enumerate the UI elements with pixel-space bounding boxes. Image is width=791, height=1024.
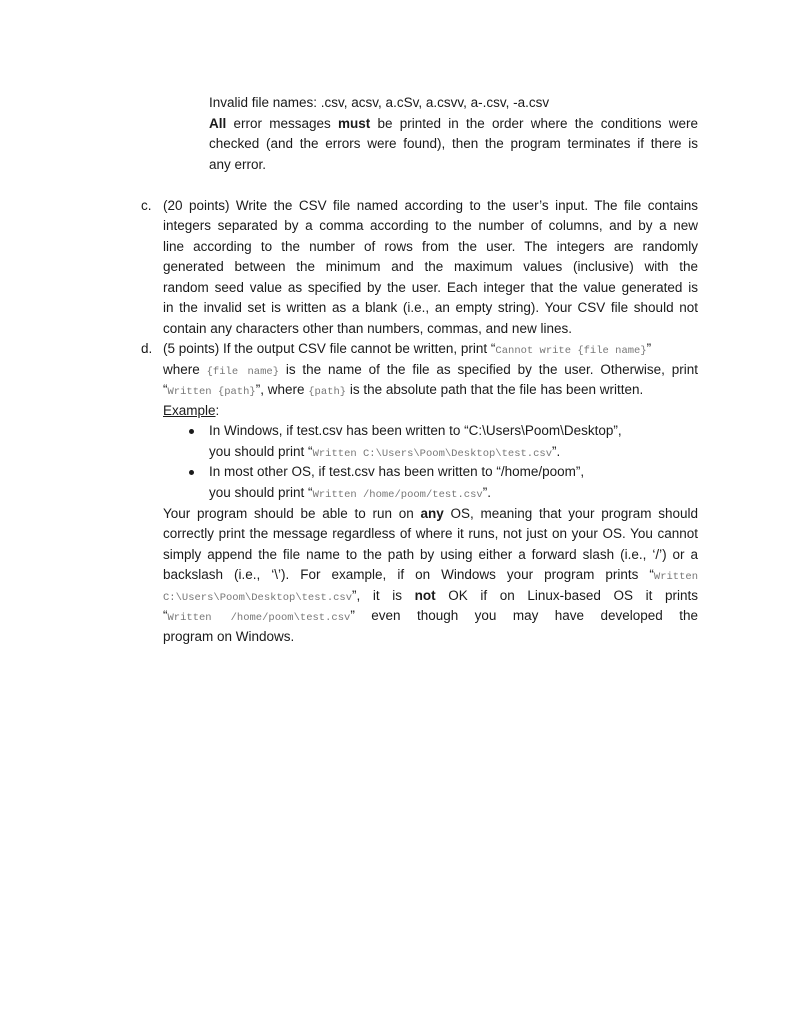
item-c-marker: c.	[141, 198, 152, 213]
os-paragraph-line: “Written /home/poom\test.csv” even though you may have developed the	[163, 608, 698, 624]
error-order-line-3: any error.	[209, 157, 267, 172]
os-paragraph-line: Your program should be able to run on any OS, meaning that your program should	[163, 506, 698, 521]
os-paragraph-line: simply append the file name to the path by using either a forward slash (i.e., ‘/’) or a	[163, 547, 698, 562]
bullet-1-line-2: you should print “Written C:\Users\Poom\Desktop\test.csv”.	[209, 444, 561, 460]
item-d-line-3: “Written {path}”, where {path} is the absolute path that the file has been written.	[163, 382, 644, 398]
bullet-1-line-1: In Windows, if test.csv has been written to “C:\Users\Poom\Desktop”,	[209, 423, 622, 438]
os-paragraph-line: C:\Users\Poom\Desktop\test.csv”, it is not OK if on Linux-based OS it prints	[163, 588, 698, 604]
example-heading: Example:	[163, 403, 220, 418]
item-c-line: line according to the number of rows from the user. The integers are randomly	[163, 239, 698, 254]
item-d-marker: d.	[141, 341, 153, 356]
bullet-2-line-2: you should print “Written /home/poom/test.csv”.	[209, 485, 491, 501]
item-d-line-2: where {file name} is the name of the file as specified by the user. Otherwise, print	[163, 362, 699, 378]
item-c-line: in the invalid set is written as a blank (i.e., an empty string). Your CSV file should not	[163, 300, 698, 315]
error-order-line-2: checked (and the errors were found), then the program terminates if there is	[209, 136, 698, 151]
item-c-line: generated between the minimum and the maximum values (inclusive) with the	[163, 259, 698, 274]
invalid-file-names: Invalid file names: .csv, acsv, a.cSv, a.csvv, a-.csv, -a.csv	[209, 95, 550, 110]
os-paragraph-line: backslash (i.e., ‘\’). For example, if on Windows your program prints “Written	[163, 567, 698, 583]
item-d-line-1: (5 points) If the output CSV file cannot be written, print “Cannot write {file name}”	[163, 341, 652, 357]
os-paragraph-line: program on Windows.	[163, 629, 295, 644]
item-c-line: random seed value as specified by the user. Each integer that the value generated is	[163, 280, 698, 295]
os-paragraph-line: correctly print the message regardless of where it runs, not just on your OS. You cannot	[163, 526, 698, 541]
error-order-line-1: All error messages must be printed in the order where the conditions were	[209, 116, 698, 131]
bullet-2-line-1: In most other OS, if test.csv has been written to “/home/poom”,	[209, 464, 585, 479]
bullet-icon	[189, 429, 194, 434]
item-c-line: integers separated by a comma according to the number of columns, and by a new	[163, 218, 698, 233]
item-c-line: (20 points) Write the CSV file named according to the user’s input. The file contains	[163, 198, 698, 213]
bullet-icon	[189, 470, 194, 475]
item-c-line: contain any characters other than numbers, commas, and new lines.	[163, 321, 572, 336]
